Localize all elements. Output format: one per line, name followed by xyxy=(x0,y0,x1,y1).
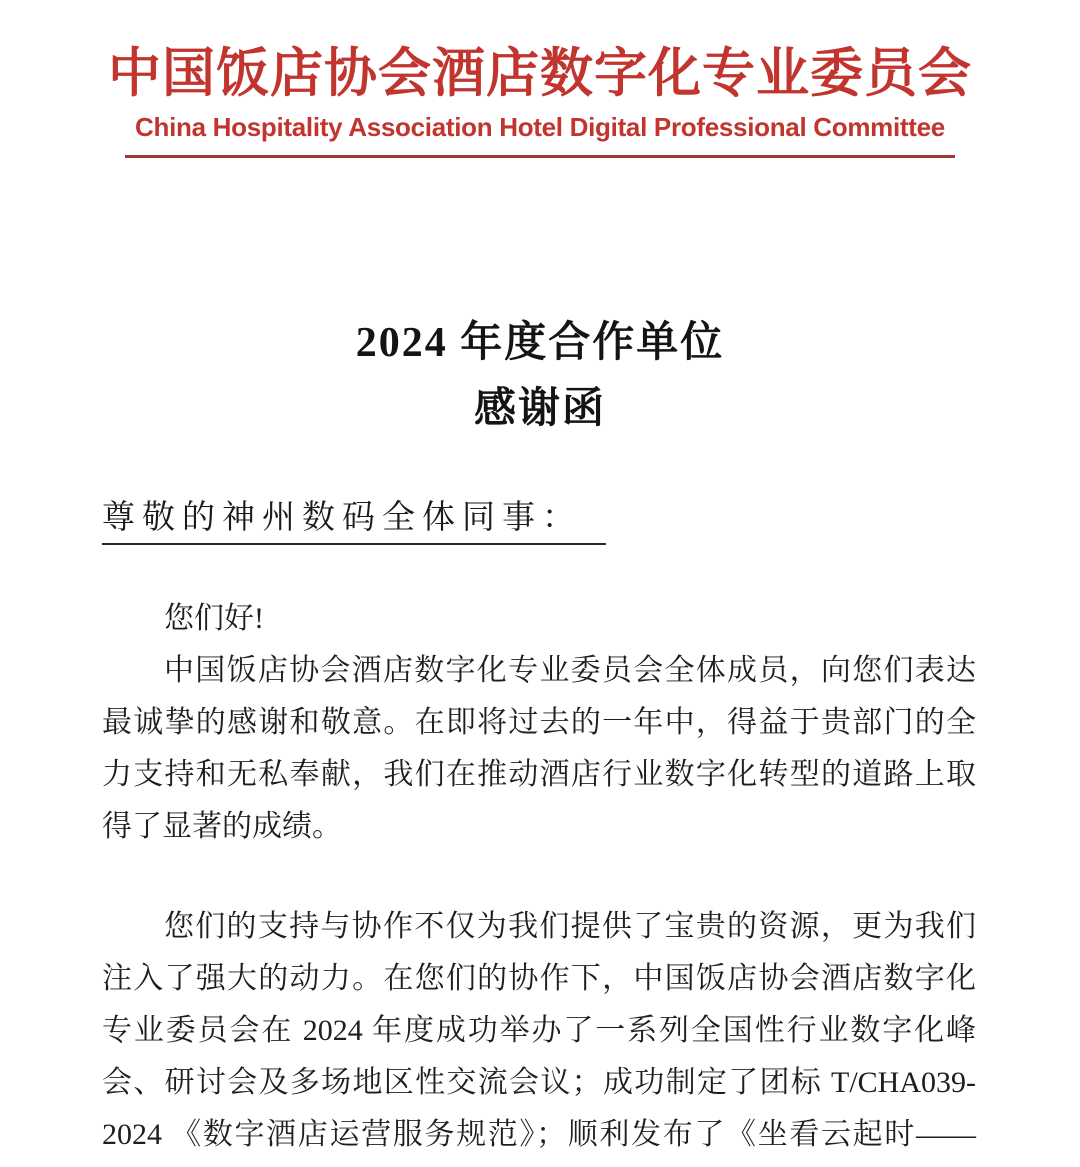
body-line: 您们好! xyxy=(164,602,264,635)
org-name-english: China Hospitality Association Hotel Digital Professional Committee xyxy=(135,112,945,142)
body-line: 力支持和无私奉献，我们在推动酒店行业数字化转型的道路上取 xyxy=(102,758,976,791)
letterhead-divider xyxy=(125,155,955,158)
body-line: 会、研讨会及多场地区性交流会议；成功制定了团标 T/CHA039- xyxy=(102,1066,976,1099)
document-title-line1: 2024 年度合作单位 xyxy=(355,320,725,366)
body-line: 得了显著的成绩。 xyxy=(102,810,342,843)
org-name-chinese: 中国饭店协会酒店数字化专业委员会 xyxy=(108,45,972,103)
letterhead xyxy=(0,0,1080,158)
greeting-paragraph xyxy=(102,593,976,645)
body-line: 中国饭店协会酒店数字化专业委员会全体成员，向您们表达 xyxy=(164,654,976,687)
document-title-line2: 感谢函 xyxy=(473,386,606,432)
body-line: 您们的支持与协作不仅为我们提供了宝贵的资源，更为我们 xyxy=(164,910,976,943)
body-line: 专业委员会在 2024 年度成功举办了一系列全国性行业数字化峰 xyxy=(102,1014,976,1047)
body-line: 注入了强大的动力。在您们的协作下，中国饭店协会酒店数字化 xyxy=(102,962,976,995)
body-line: 2024 《数字酒店运营服务规范》；顺利发布了《坐看云起时—— xyxy=(102,1118,976,1151)
paragraph-thanks xyxy=(102,645,976,853)
paragraph-achievements xyxy=(102,901,976,1161)
body-line: 最诚挚的感谢和敬意。在即将过去的一年中，得益于贵部门的全 xyxy=(102,706,976,739)
document-title xyxy=(0,310,1080,442)
salutation-row xyxy=(102,498,1080,545)
letter-body xyxy=(102,593,976,1161)
salutation: 尊敬的神州数码全体同事： xyxy=(102,498,606,545)
